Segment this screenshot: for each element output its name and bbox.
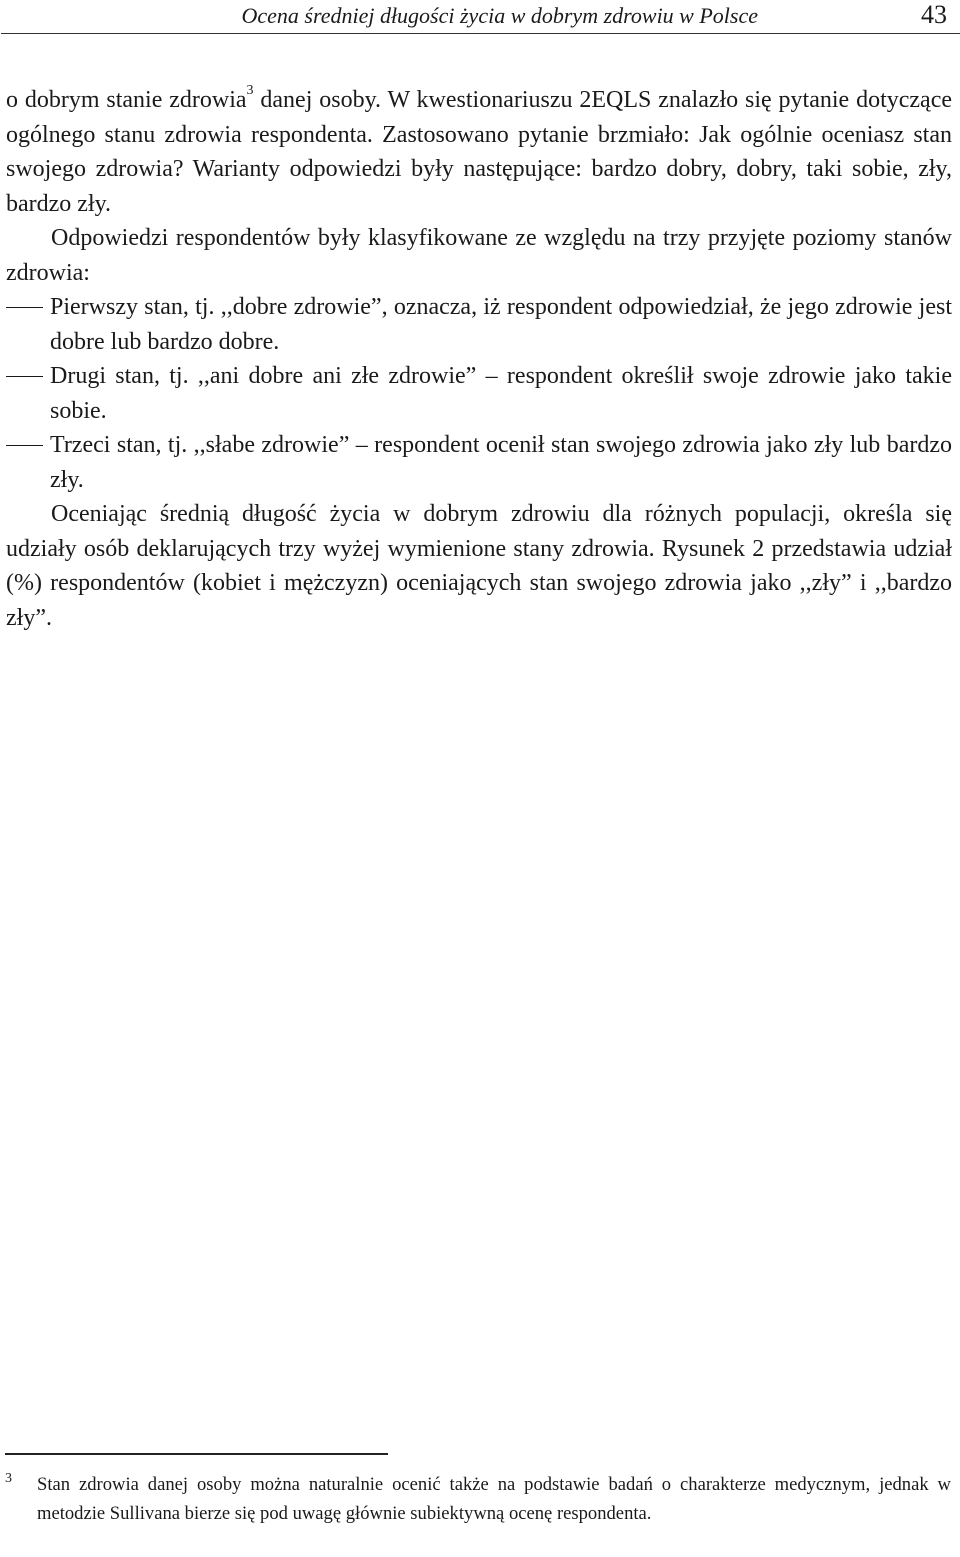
list-item-text: Drugi stan, tj. ,,ani dobre ani złe zdrowie” – respondent określił swoje zdrowie jako takie sobie. (50, 363, 952, 424)
list-item-text: Trzeci stan, tj. ,,słabe zdrowie” – respondent ocenił stan swojego zdrowia jako zły lub bardzo zły. (50, 432, 952, 493)
paragraph-intro-rest: danej osoby. W kwestionariuszu 2EQLS znalazło się pytanie dotyczące ogólnego stanu zdrowia respondenta. Zastosowano pytanie brzmiało: Jak ogólnie oceniasz stan swojego zdrowia? Warianty odpowiedzi były następujące: bardzo dobry, dobry, taki sobie, zły, bardzo zły. (6, 87, 952, 217)
list-item (6, 359, 952, 428)
body-text (6, 83, 952, 635)
header-rule (1, 33, 960, 34)
footnote-reference: 3 (246, 83, 254, 98)
footnote-mark: 3 (5, 1471, 12, 1486)
running-header (0, 0, 960, 34)
list-item (6, 290, 952, 359)
list-item-text: Pierwszy stan, tj. ,,dobre zdrowie”, oznacza, iż respondent odpowiedział, że jego zdrowie jest dobre lub bardzo dobre. (50, 294, 952, 355)
page-number: 43 (921, 0, 947, 29)
list-item (6, 428, 952, 497)
paragraph-figure-reference: Oceniając średnią długość życia w dobrym zdrowiu dla różnych populacji, określa się udziały osób deklarujących trzy wyżej wymienione stany zdrowia. Rysunek 2 przedstawia udział (%) respondentów (kobiet i mężczyzn) oceniających stan swojego zdrowia jako ,,zły” i ,,bardzo zły”. (6, 501, 952, 631)
footnote-rule (5, 1453, 388, 1455)
paragraph-intro (6, 83, 952, 221)
running-title: Ocena średniej długości życia w dobrym zdrowiu w Polsce (241, 3, 758, 28)
paragraph-intro-start: o dobrym stanie zdrowia (6, 87, 247, 113)
paragraph-classification: Odpowiedzi respondentów były klasyfikowane ze względu na trzy przyjęte poziomy stanów zdrowia: (6, 225, 952, 286)
footnote-text: Stan zdrowia danej osoby można naturalnie ocenić także na podstawie badań o charakterze medycznym, jednak w metodzie Sullivana bierze się pod uwagę głównie subiektywną ocenę respondenta. (37, 1474, 951, 1524)
footnote (5, 1470, 951, 1528)
